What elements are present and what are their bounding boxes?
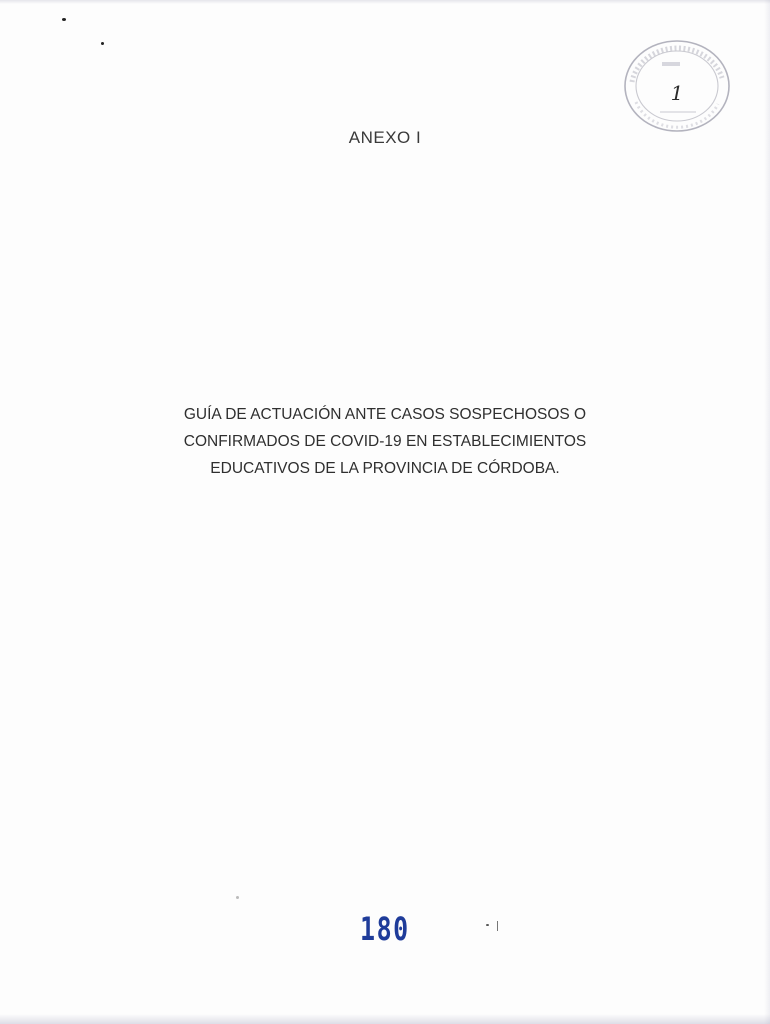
guide-title-line: GUÍA DE ACTUACIÓN ANTE CASOS SOSPECHOSOS O: [183, 406, 587, 423]
stamp-seal-icon: [622, 38, 732, 134]
scan-edge-bottom: [0, 1014, 770, 1024]
scan-mark: [497, 921, 498, 931]
scan-speck: [62, 18, 66, 21]
scan-speck: [101, 42, 104, 45]
guide-title-line: CONFIRMADOS DE COVID-19 EN ESTABLECIMIENTOS: [183, 433, 587, 450]
scan-speck: [236, 896, 239, 899]
scan-edge-top: [0, 0, 770, 4]
guide-title: [120, 401, 650, 482]
folio-stamp: [622, 38, 732, 134]
scan-edge-right: [764, 0, 770, 1024]
stamp-folio-number: 1: [670, 81, 684, 105]
scan-speck: [486, 924, 489, 926]
guide-title-line: EDUCATIVOS DE LA PROVINCIA DE CÓRDOBA.: [210, 460, 560, 477]
page-number-stamp: 180: [360, 910, 410, 948]
annex-title: ANEXO I: [348, 128, 422, 147]
